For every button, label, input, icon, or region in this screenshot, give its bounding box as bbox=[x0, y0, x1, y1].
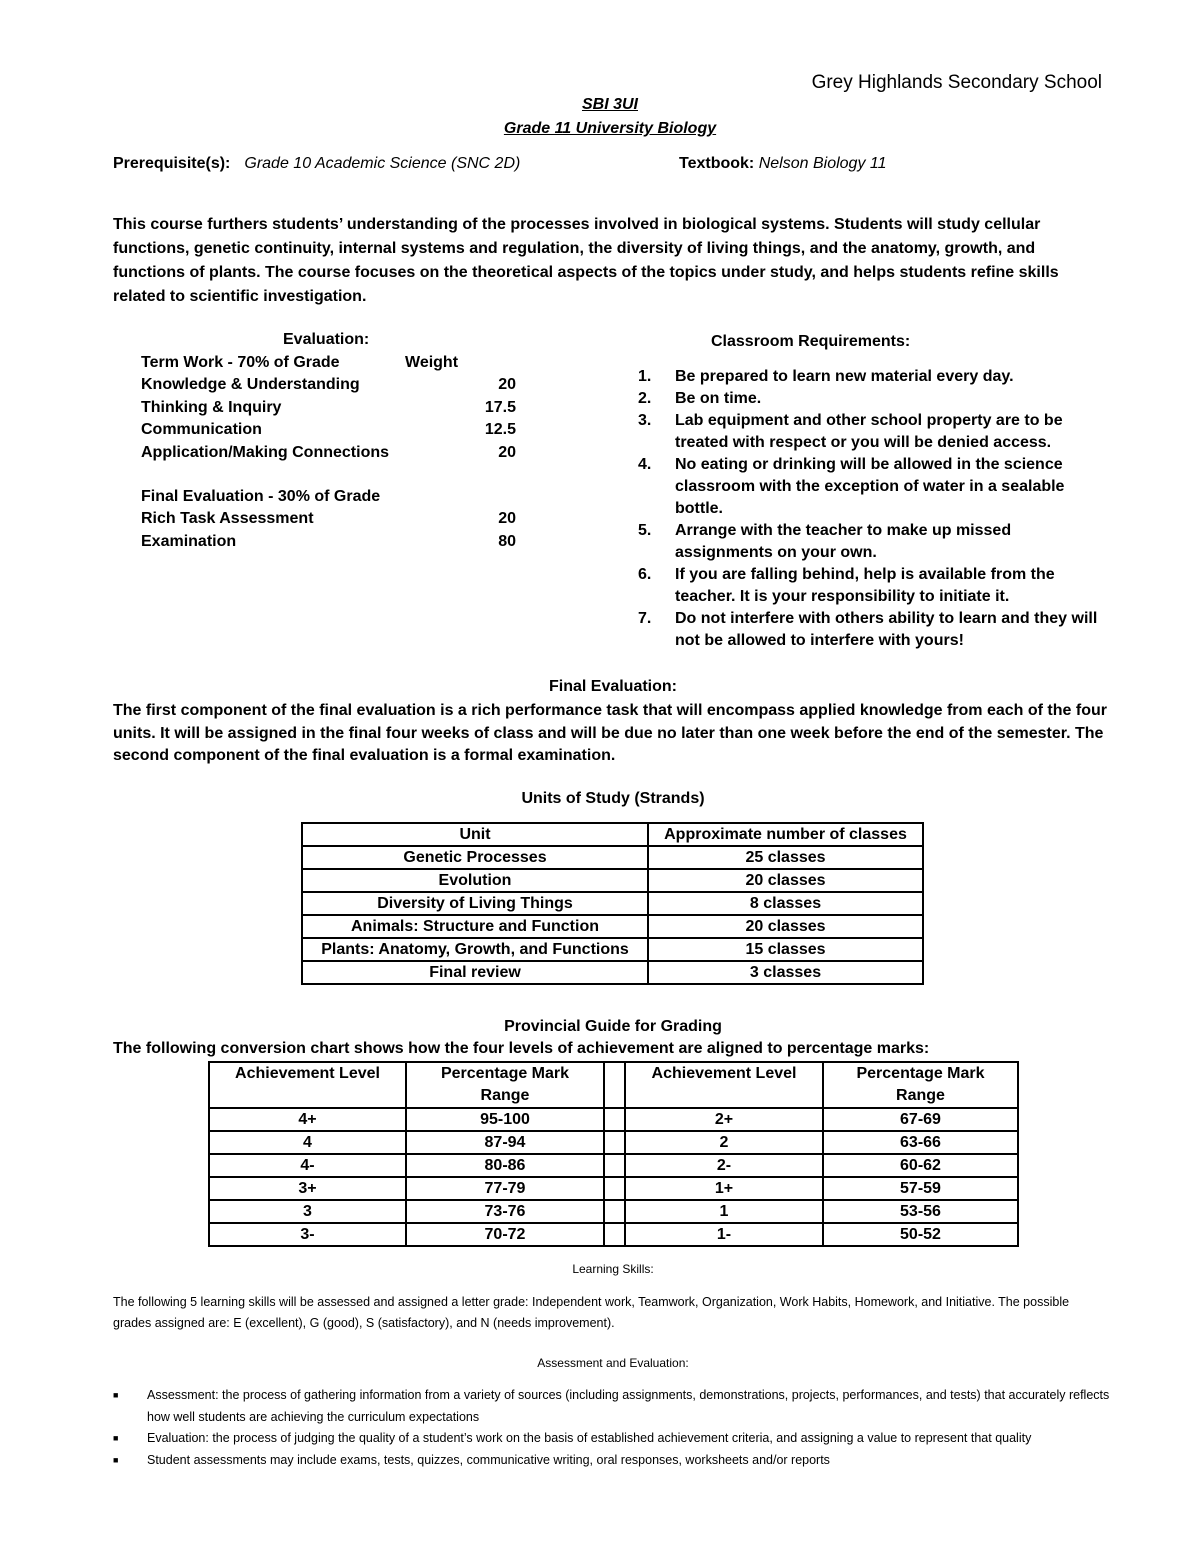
course-title: Grade 11 University Biology bbox=[503, 120, 717, 137]
learning-skills-heading: Learning Skills: bbox=[572, 1262, 654, 1276]
table-row: 3- 70-72 1- 50-52 bbox=[209, 1223, 1018, 1246]
grading-table bbox=[208, 1061, 1019, 1247]
term-work-row bbox=[141, 352, 541, 374]
table-row: 4+ 95-100 2+ 67-69 bbox=[209, 1108, 1018, 1131]
requirements-heading: Classroom Requirements: bbox=[711, 333, 911, 350]
grading-subheading: The following conversion chart shows how the four levels of achievement are aligned to percentage marks: bbox=[113, 1040, 930, 1057]
final-evaluation-heading: Final Evaluation: bbox=[548, 678, 677, 695]
bullet-icon: ■ bbox=[113, 1433, 119, 1443]
textbook-value: Nelson Biology 11 bbox=[758, 155, 887, 172]
evaluation-breakdown bbox=[141, 352, 541, 553]
course-description: This course furthers students’ understanding of the processes involved in biological systems. Students will study cellular functions, genetic continuity, internal systems and regulation, the diversity of living things, and the anatomy, growth, and functions of plants. The course focuses on the theoretical aspects of the topics under study, and helps students refine skills related to scientific investigation. bbox=[113, 216, 1059, 305]
units-heading: Units of Study (Strands) bbox=[521, 790, 705, 807]
table-row: 4 87-94 2 63-66 bbox=[209, 1131, 1018, 1154]
table-row: Final review 3 classes bbox=[302, 961, 923, 984]
final-evaluation-text: The first component of the final evaluation is a rich performance task that will encompass applied knowledge from each of the four units. It will be assigned in the final four weeks of class and will be due no later than one week before the end of the semester. The second component of the final evaluation is a formal examination. bbox=[113, 702, 1107, 764]
list-item: 5. Arrange with the teacher to make up missed assignments on your own. bbox=[638, 522, 1012, 561]
list-item: ■ Assessment: the process of gathering information from a variety of sources (including assignments, demonstrations, projects, performances, and tests) that accurately reflects how well students are achieving the curriculum expectations bbox=[113, 1385, 1113, 1428]
list-item: ■ Student assessments may include exams, tests, quizzes, communicative writing, oral responses, worksheets and/or reports bbox=[113, 1450, 1113, 1472]
list-item: ■ Evaluation: the process of judging the quality of a student’s work on the basis of established achievement criteria, and assigning a value to represent that quality bbox=[113, 1428, 1113, 1450]
eval-item: Thinking & Inquiry 17.5 bbox=[141, 398, 516, 416]
textbook bbox=[679, 155, 887, 173]
table-row: Animals: Structure and Function 20 classes bbox=[302, 915, 923, 938]
table-row: Genetic Processes 25 classes bbox=[302, 846, 923, 869]
textbook-label: Textbook: bbox=[679, 155, 755, 172]
list-item: 2. Be on time. bbox=[638, 390, 762, 407]
table-row: 3 73-76 1 53-56 bbox=[209, 1200, 1018, 1223]
course-code: SBI 3UI bbox=[581, 96, 638, 113]
grading-heading: Provincial Guide for Grading bbox=[504, 1018, 722, 1035]
requirements-list bbox=[638, 366, 1098, 652]
prerequisite bbox=[113, 155, 520, 173]
table-row: Unit Approximate number of classes bbox=[302, 823, 923, 846]
table-row: Evolution 20 classes bbox=[302, 869, 923, 892]
list-item: 7. Do not interfere with others ability to learn and they will not be allowed to interfere with yours! bbox=[638, 610, 1098, 649]
eval-item: Examination 80 bbox=[141, 532, 516, 550]
bullet-icon: ■ bbox=[113, 1390, 119, 1400]
list-item: 1. Be prepared to learn new material every day. bbox=[638, 368, 1014, 385]
assessment-list bbox=[113, 1385, 1113, 1471]
prereq-label: Prerequisite(s): bbox=[113, 155, 231, 172]
learning-skills-text: The following 5 learning skills will be assessed and assigned a letter grade: Independent work, Teamwork, Organization, Work Habits, Homework, and Initiative. The possible grades assigned are: E (excellent), G (good), S (satisfactory), and N (needs improvement). bbox=[113, 1295, 1070, 1330]
evaluation-heading: Evaluation: bbox=[283, 331, 370, 348]
table-row: 4- 80-86 2- 60-62 bbox=[209, 1154, 1018, 1177]
table-row: Diversity of Living Things 8 classes bbox=[302, 892, 923, 915]
list-item: 3. Lab equipment and other school property are to be treated with respect or you will be denied access. bbox=[638, 412, 1063, 451]
eval-item: Rich Task Assessment 20 bbox=[141, 510, 516, 528]
table-row: 3+ 77-79 1+ 57-59 bbox=[209, 1177, 1018, 1200]
eval-item: Communication 12.5 bbox=[141, 421, 516, 439]
eval-item: Knowledge & Understanding 20 bbox=[141, 376, 516, 394]
list-item: 6. If you are falling behind, help is available from the teacher. It is your responsibility to initiate it. bbox=[638, 566, 1055, 605]
eval-item: Application/Making Connections 20 bbox=[141, 443, 516, 461]
units-table bbox=[301, 822, 924, 985]
weight-label: Weight bbox=[405, 354, 459, 371]
bullet-icon: ■ bbox=[113, 1454, 119, 1465]
assessment-heading: Assessment and Evaluation: bbox=[537, 1356, 689, 1370]
term-work-label: Term Work - 70% of Grade bbox=[141, 354, 340, 371]
school-name: Grey Highlands Secondary School bbox=[811, 72, 1102, 93]
prereq-value: Grade 10 Academic Science (SNC 2D) bbox=[244, 155, 521, 172]
table-row: Plants: Anatomy, Growth, and Functions 15 classes bbox=[302, 938, 923, 961]
final-eval-label: Final Evaluation - 30% of Grade bbox=[141, 488, 381, 506]
table-row: Achievement Level Percentage Mark Range Achievement Level Percentage Mark Range bbox=[209, 1062, 1018, 1108]
list-item: 4. No eating or drinking will be allowed in the science classroom with the exception of water in a sealable bottle. bbox=[638, 456, 1065, 517]
